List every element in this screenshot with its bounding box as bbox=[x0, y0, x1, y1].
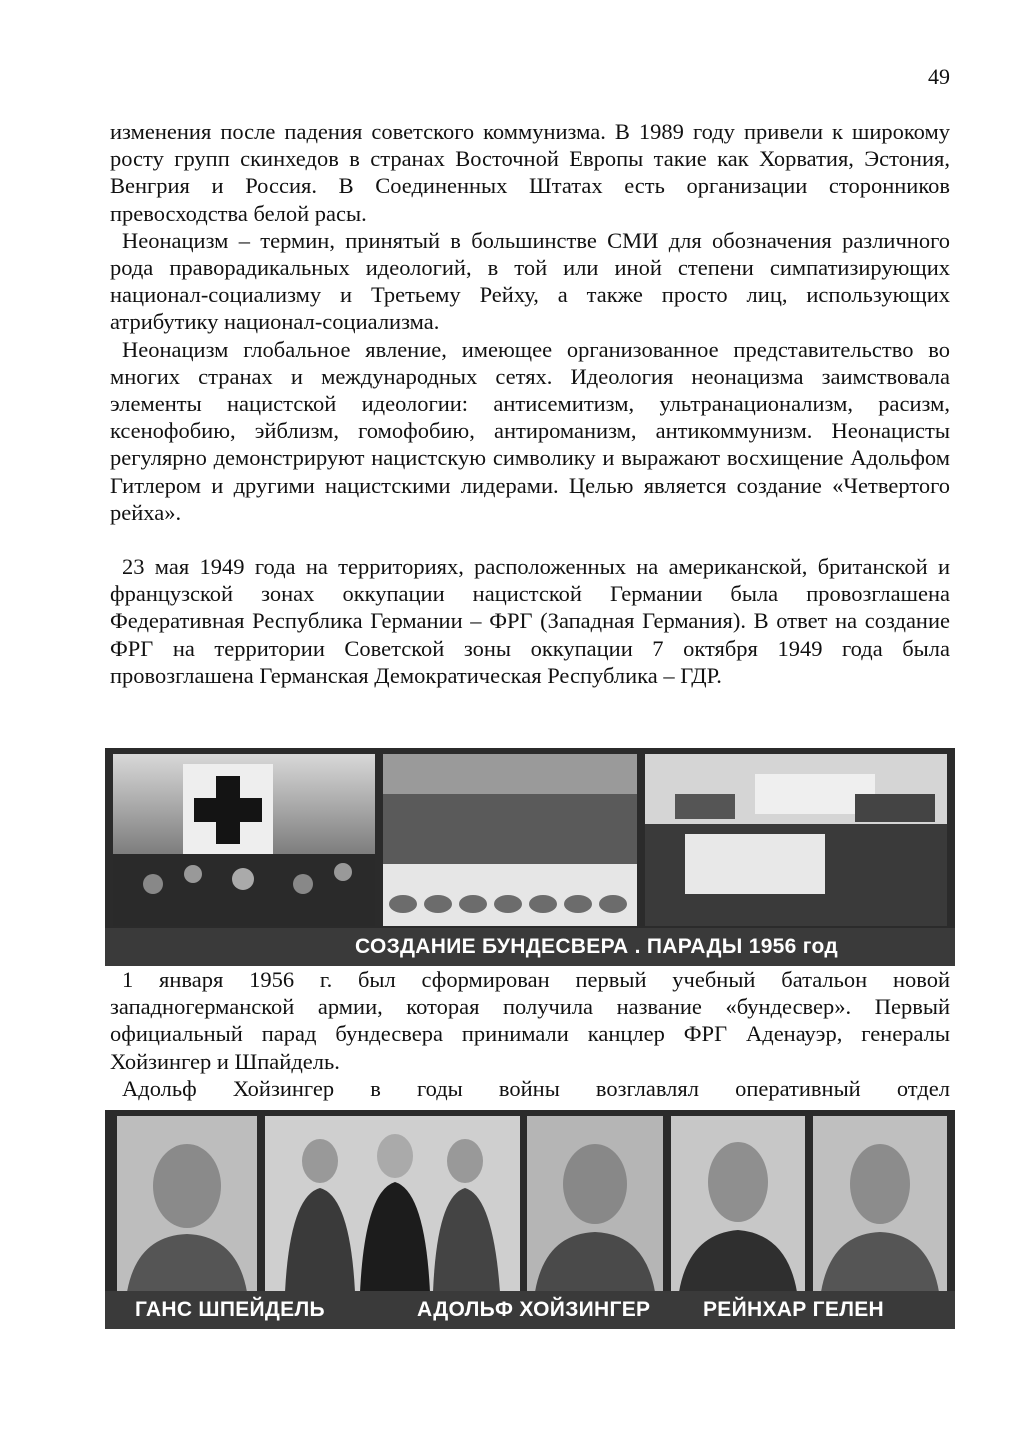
gehlen-portrait-civilian bbox=[671, 1116, 805, 1292]
caption-gehlen: РЕЙНХАР ГЕЛЕН bbox=[703, 1298, 885, 1321]
speidel-portrait bbox=[117, 1116, 257, 1292]
caption-speidel: ГАНС ШПЕЙДЕЛЬ bbox=[135, 1298, 325, 1321]
paragraph-4: 23 мая 1949 года на территориях, расположенных на американской, британской и французской зонах оккупации нацистской Германии была провозглашена Федеративная Республика Германии – ФРГ (Западная Германия). В ответ на создание ФРГ на территории Советской зоны оккупации 7 октября 1949 года была провозглашена Германская Демократическая Республика – ГДР. bbox=[110, 554, 950, 688]
ceremony-hall-photo bbox=[113, 754, 375, 926]
portraits-photo-strip bbox=[105, 1110, 955, 1329]
gehlen-portrait-uniform bbox=[813, 1116, 947, 1292]
paragraph-2: Неонацизм – термин, принятый в большинстве СМИ для обозначения различного рода праворадикальных идеологий, в той или иной степени симпатизирующих национал-социализму и Третьему Рейху, а также просто лиц, использующих атрибутику национал-социализма. bbox=[110, 227, 950, 335]
caption-heusinger: АДОЛЬФ ХОЙЗИНГЕР bbox=[417, 1298, 651, 1321]
figure1-caption: СОЗДАНИЕ БУНДЕСВЕРА . ПАРАДЫ 1956 год bbox=[355, 935, 839, 958]
figure2-caption-bar bbox=[105, 1291, 955, 1329]
figure1-caption-bar bbox=[105, 928, 955, 966]
tank-parade-photo bbox=[645, 754, 947, 926]
paragraph-5: 1 января 1956 г. был сформирован первый учебный батальон новой западногерманской армии, которая получила название «бундесвер». Первый официальный парад бундесвера принимали канцлер ФРГ Аденауэр, генералы Хойзингер и Шпайдель. bbox=[110, 967, 950, 1074]
paragraph-6: Адольф Хойзингер в годы войны возглавлял оперативный отдел bbox=[122, 1075, 950, 1101]
text-block-middle bbox=[110, 966, 950, 1102]
text-block-top bbox=[110, 118, 950, 689]
parade-formation-photo bbox=[383, 754, 637, 926]
heusinger-portrait bbox=[527, 1116, 663, 1292]
officials-group-photo bbox=[265, 1116, 520, 1292]
bundeswehr-photo-strip bbox=[105, 748, 955, 966]
paragraph-1: изменения после падения советского коммунизма. В 1989 году привели к широкому росту групп скинхедов в странах Восточной Европы такие как Хорватия, Эстония, Венгрия и Россия. В Соединенных Штатах есть организации сторонников превосходства белой расы. bbox=[110, 119, 950, 226]
paragraph-3: Неонацизм глобальное явление, имеющее организованное представительство во многих странах и международных сетях. Идеология неонацизма заимствовала элементы нацистской идеологии: антисемитизм, ультранационализм, расизм, ксенофобию, эйблизм, гомофобию, антироманизм, антикоммунизм. Неонацисты регулярно демонстрируют нацистскую символику и выражают восхищение Адольфом Гитлером и другими нацистскими лидерами. Целью является создание «Четвертого рейха». bbox=[110, 336, 950, 525]
page-number: 49 bbox=[928, 64, 950, 89]
